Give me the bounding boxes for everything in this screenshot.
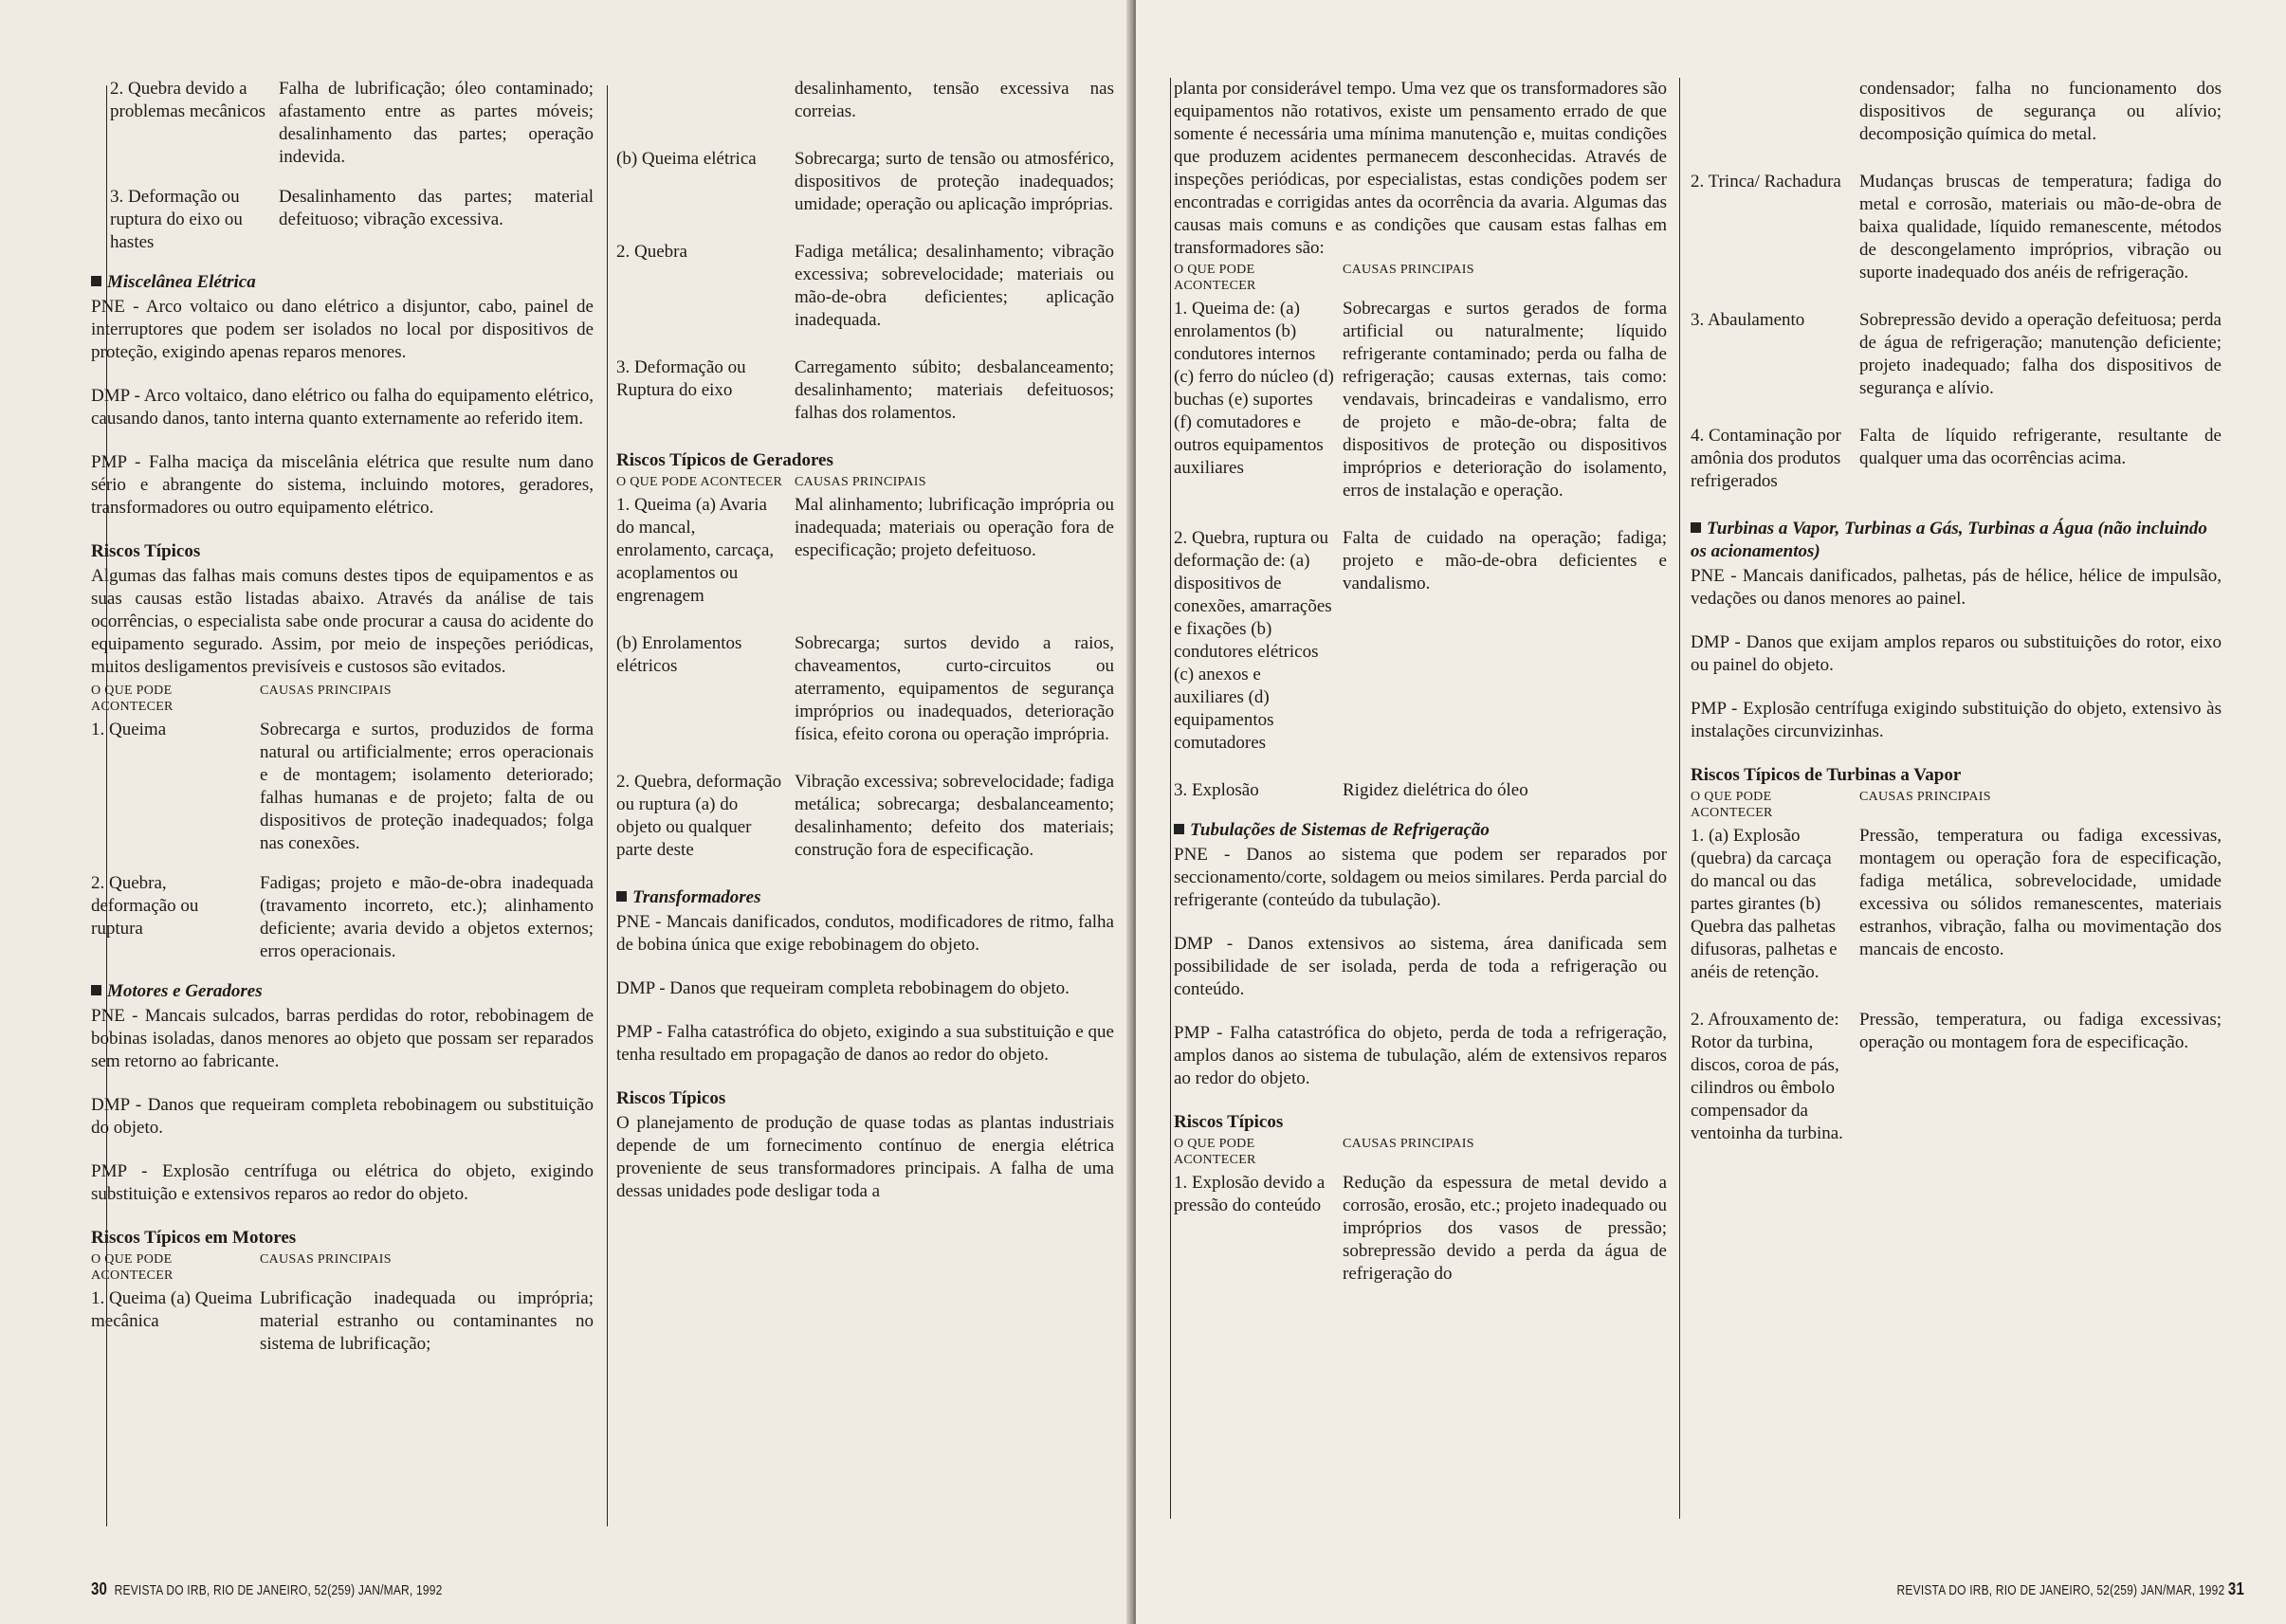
section-title: Turbinas a Vapor, Turbinas a Gás, Turbinas a Água (não incluindo os acionamentos) xyxy=(1691,519,2207,561)
section-title: Tubulações de Sistemas de Refrigeração xyxy=(1174,819,1667,842)
paragraph: PNE - Danos ao sistema que podem ser reparados por seccionamento/corte, soldagem ou meios similares. Perda parcial do refrigerante (conteúdo da tubulação). xyxy=(1174,845,1667,910)
table-row: 3. Explosão Rigidez dielétrica do óleo xyxy=(1174,780,1528,800)
paragraph: PNE - Mancais sulcados, barras perdidas do rotor, rebobinagem de bobinas isoladas, danos menores ao objeto que possam ser reparados sem retorno ao fabricante. xyxy=(91,1006,594,1071)
table-header: O QUE PODE ACONTECER CAUSAS PRINCIPAIS xyxy=(1691,790,1991,820)
table-row: (b) Queima elétrica Sobrecarga; surto de tensão ou atmosférico, dispositivos de proteção inadequados; umidade; operação ou aplicação impróprias. xyxy=(616,149,1114,214)
table-row: 3. Deformação ou ruptura do eixo ou hastes Desalinhamento das partes; material defeituoso; vibração excessiva. xyxy=(110,187,594,252)
bullet-square-icon xyxy=(1174,824,1184,834)
paragraph: PMP - Falha catastrófica do objeto, perda de toda a refrigeração, amplos danos ao sistema de tubulação, além de extensivos reparos ao redor do objeto. xyxy=(1174,1023,1667,1088)
right-col-2 xyxy=(1691,78,2222,1162)
table-header: O QUE PODE ACONTECER CAUSAS PRINCIPAIS xyxy=(91,684,392,714)
bullet-square-icon xyxy=(91,985,101,995)
table-row: (b) Enrolamentos elétricos Sobrecarga; surtos devido a raios, chaveamentos, curto-circuitos ou aterramento, equipamentos de segurança impróprios ou inadequados, deterioração física, efeito corona ou operação imprópria. xyxy=(616,633,1114,744)
subsection-title: Riscos Típicos xyxy=(91,541,201,561)
page-number: 30 xyxy=(91,1579,108,1599)
table-row: 1. Explosão devido a pressão do conteúdo Redução da espessura de metal devido a corrosão, erosão, etc.; projeto inadequado ou impróprios dos vasos de pressão; sobrepressão devido a perda da água de refrigeração do xyxy=(1174,1173,1667,1284)
table-row: condensador; falha no funcionamento dos dispositivos de segurança ou alívio; decomposição química do metal. xyxy=(1859,79,2222,144)
table-row: 2. Quebra Fadiga metálica; desalinhamento; vibração excessiva; sobrevelocidade; materiais ou mão-de-obra deficientes; aplicação inadequada. xyxy=(616,242,1114,330)
paragraph: DMP - Arco voltaico, dano elétrico ou falha do equipamento elétrico, causando danos, tanto interna quanto externamente ao referido item. xyxy=(91,386,594,429)
section-title: Transformadores xyxy=(616,886,1114,909)
left-page xyxy=(0,0,1133,1624)
bullet-square-icon xyxy=(91,276,101,286)
subsection-title: Riscos Típicos de Turbinas a Vapor xyxy=(1691,765,1962,785)
table-header: O QUE PODE ACONTECER CAUSAS PRINCIPAIS xyxy=(616,475,926,489)
table-row: 2. Trinca/ Rachadura Mudanças bruscas de temperatura; fadiga do metal e corrosão, materiais ou mão-de-obra de baixa qualidade, líquido remanescente, métodos de descongelamento impróprios, vibração ou suporte inadequado dos anéis de refrigeração. xyxy=(1691,172,2222,283)
left-col-1 xyxy=(91,78,594,1373)
page-number: 31 xyxy=(2227,1579,2244,1599)
right-col-1 xyxy=(1174,78,1667,1303)
paragraph: DMP - Danos que exijam amplos reparos ou substituições do rotor, eixo ou painel do objeto. xyxy=(1691,632,2222,675)
paragraph: Algumas das falhas mais comuns destes tipos de equipamentos e as suas causas estão listadas abaixo. Através da análise de tais ocorrências, o especialista sabe onde procurar a causa do acidente do equipamento segurado. Assim, por meio de inspeções periódicas, muitos desligamentos previsíveis e custosos são evitados. xyxy=(91,566,594,677)
paragraph: PNE - Mancais danificados, palhetas, pás de hélice, hélice de impulsão, vedações ou danos menores ao painel. xyxy=(1691,566,2222,609)
table-row: 1. Queima (a) Queima mecânica Lubrificação inadequada ou imprópria; material estranho ou contaminantes no sistema de lubrificação; xyxy=(91,1288,594,1354)
bullet-square-icon xyxy=(616,891,627,902)
column-rule xyxy=(1170,78,1171,1519)
paragraph: PNE - Arco voltaico ou dano elétrico a disjuntor, cabo, painel de interruptores que podem ser isolados no local por dispositivos de proteção, exigindo apenas reparos menores. xyxy=(91,297,594,362)
page-footer: REVISTA DO IRB, RIO DE JANEIRO, 52(259) JAN/MAR, 1992 31 xyxy=(1896,1579,2244,1599)
subsection-title: Riscos Típicos em Motores xyxy=(91,1228,297,1248)
subsection-title: Riscos Típicos xyxy=(1174,1112,1284,1132)
table-row: 1. Queima Sobrecarga e surtos, produzidos de forma natural ou artificialmente; erros operacionais e de montagem; isolamento deteriorado; falhas humanas e de projeto; falta de ou dispositivos de proteção inadequados; folga nas conexões. xyxy=(91,720,594,853)
subsection-title: Riscos Típicos de Geradores xyxy=(616,450,833,470)
table-row: 2. Afrouxamento de: Rotor da turbina, discos, coroa de pás, cilindros ou êmbolo compensador da ventoinha da turbina. Pressão, temperatura, ou fadiga excessivas; operação ou montagem fora de especificação. xyxy=(1691,1010,2222,1143)
table-row: 1. Queima de: (a) enrolamentos (b) condutores internos (c) ferro do núcleo (d) buchas (e) suportes (f) comutadores e outros equipamentos auxiliares Sobrecargas e surtos gerados de forma artificial ou naturalmente; líquido refrigerante contaminado; perda ou falha de refrigeração; causas externas, tais como: vendavais, brincadeiras e vandalismo, erro de projeto e mão-de-obra; falta de dispositivos de proteção ou dispositivos impróprios e deterioração do isolamento, erros de instalação e operação. xyxy=(1174,299,1667,501)
table-header: O QUE PODE ACONTECER CAUSAS PRINCIPAIS xyxy=(1174,1137,1474,1167)
table-row: 3. Deformação ou Ruptura do eixo Carregamento súbito; desbalanceamento; desalinhamento; materiais defeituosos; falhas dos rolamentos. xyxy=(616,357,1114,423)
paragraph: PMP - Explosão centrífuga ou elétrica do objeto, exigindo substituição e extensivos reparos ao redor do objeto. xyxy=(91,1161,594,1204)
paragraph: PMP - Falha maciça da miscelânia elétrica que resulte num dano sério e abrangente do sistema, incluindo motores, geradores, transformadores ou outro equipamento elétrico. xyxy=(91,452,594,518)
table-row: 2. Quebra, deformação ou ruptura Fadigas; projeto e mão-de-obra inadequada (travamento incorreto, etc.); alinhamento deficiente; avaria devido a objetos externos; erros operacionais. xyxy=(91,873,594,961)
subsection-title: Riscos Típicos xyxy=(616,1088,726,1108)
table-row: 2. Quebra, ruptura ou deformação de: (a) dispositivos de conexões, amarrações e fixações (b) condutores elétricos (c) anexos e auxiliares (d) equipamentos comutadores Falta de cuidado na operação; fadiga; projeto e mão-de-obra deficientes e vandalismo. xyxy=(1174,528,1667,753)
paragraph: PMP - Explosão centrífuga exigindo substituição do objeto, extensivo às instalações circunvizinhas. xyxy=(1691,699,2222,741)
table-row: 2. Quebra, deformação ou ruptura (a) do objeto ou qualquer parte deste Vibração excessiva; sobrevelocidade; fadiga metálica; sobrecarga; desbalanceamento; desalinhamento; defeito dos materiais; construção fora de especificação. xyxy=(616,772,1115,860)
section-title: Miscelânea Elétrica xyxy=(91,271,594,294)
paragraph: planta por considerável tempo. Uma vez que os transformadores são equipamentos não rotativos, existe um pensamento errado de que somente é necessária uma mínima manutenção e, muitas condições que produzem acidentes permanecem desconhecidas. Através de inspeções periódicas, por especialistas, estas condições podem ser encontradas e corrigidas antes da ocorrência da avaria. Algumas das causas mais comuns e as condições que causam estas falhas em transformadores são: xyxy=(1174,79,1667,258)
column-rule xyxy=(607,85,608,1526)
table-row: 1. Queima (a) Avaria do mancal, enrolamento, carcaça, acoplamentos ou engrenagem Mal alinhamento; lubrificação imprópria ou inadequada; materiais ou operação fora de especificação; projeto defeituoso. xyxy=(616,495,1114,606)
table-row: 4. Contaminação por amônia dos produtos refrigerados Falta de líquido refrigerante, resultante de qualquer uma das ocorrências acima. xyxy=(1691,426,2222,491)
table-row: desalinhamento, tensão excessiva nas correias. xyxy=(795,79,1114,121)
table-header: O QUE PODE ACONTECER CAUSAS PRINCIPAIS xyxy=(1174,263,1474,293)
right-page xyxy=(1136,0,2286,1624)
paragraph: PMP - Falha catastrófica do objeto, exigindo a sua substituição e que tenha resultado em propagação de danos ao redor do objeto. xyxy=(616,1022,1114,1065)
left-col-2 xyxy=(616,78,1114,1224)
table-row: 1. (a) Explosão (quebra) da carcaça do mancal ou das partes girantes (b) Quebra das palhetas difusoras, palhetas e anéis de retenção. Pressão, temperatura ou fadiga excessivas, montagem ou operação fora de especificação, fadiga metálica, sobrevelocidade, umidade excessiva ou sólidos remanescentes, materiais estranhos, vibração, falha ou movimentação dos mancais de encosto. xyxy=(1691,826,2222,982)
paragraph: DMP - Danos que requeiram completa rebobinagem do objeto. xyxy=(616,978,1070,998)
paragraph: PNE - Mancais danificados, condutos, modificadores de ritmo, falha de bobina única que exige rebobinagem do objeto. xyxy=(616,912,1114,955)
bullet-square-icon xyxy=(1691,522,1701,533)
section-title: Motores e Geradores xyxy=(91,980,594,1003)
paragraph: O planejamento de produção de quase todas as plantas industriais depende de um fornecimento contínuo de energia elétrica proveniente de seus transformadores principais. A falha de uma dessas unidades pode desligar toda a xyxy=(616,1113,1114,1201)
table-row: 2. Quebra devido a problemas mecânicos Falha de lubrificação; óleo contaminado; afastamento entre as partes móveis; desalinhamento das partes; operação indevida. xyxy=(110,79,594,167)
paragraph: DMP - Danos que requeiram completa rebobinagem ou substituição do objeto. xyxy=(91,1095,594,1138)
column-rule xyxy=(1679,78,1680,1519)
table-row: 3. Abaulamento Sobrepressão devido a operação defeituosa; perda de água de refrigeração; manutenção deficiente; projeto inadequado; falha dos dispositivos de segurança e alívio. xyxy=(1691,310,2222,398)
page-footer: 30 REVISTA DO IRB, RIO DE JANEIRO, 52(259) JAN/MAR, 1992 xyxy=(91,1579,443,1599)
table-header: O QUE PODE ACONTECER CAUSAS PRINCIPAIS xyxy=(91,1252,392,1283)
paragraph: DMP - Danos extensivos ao sistema, área danificada sem possibilidade de ser isolada, perda de toda a refrigeração ou conteúdo. xyxy=(1174,934,1667,999)
